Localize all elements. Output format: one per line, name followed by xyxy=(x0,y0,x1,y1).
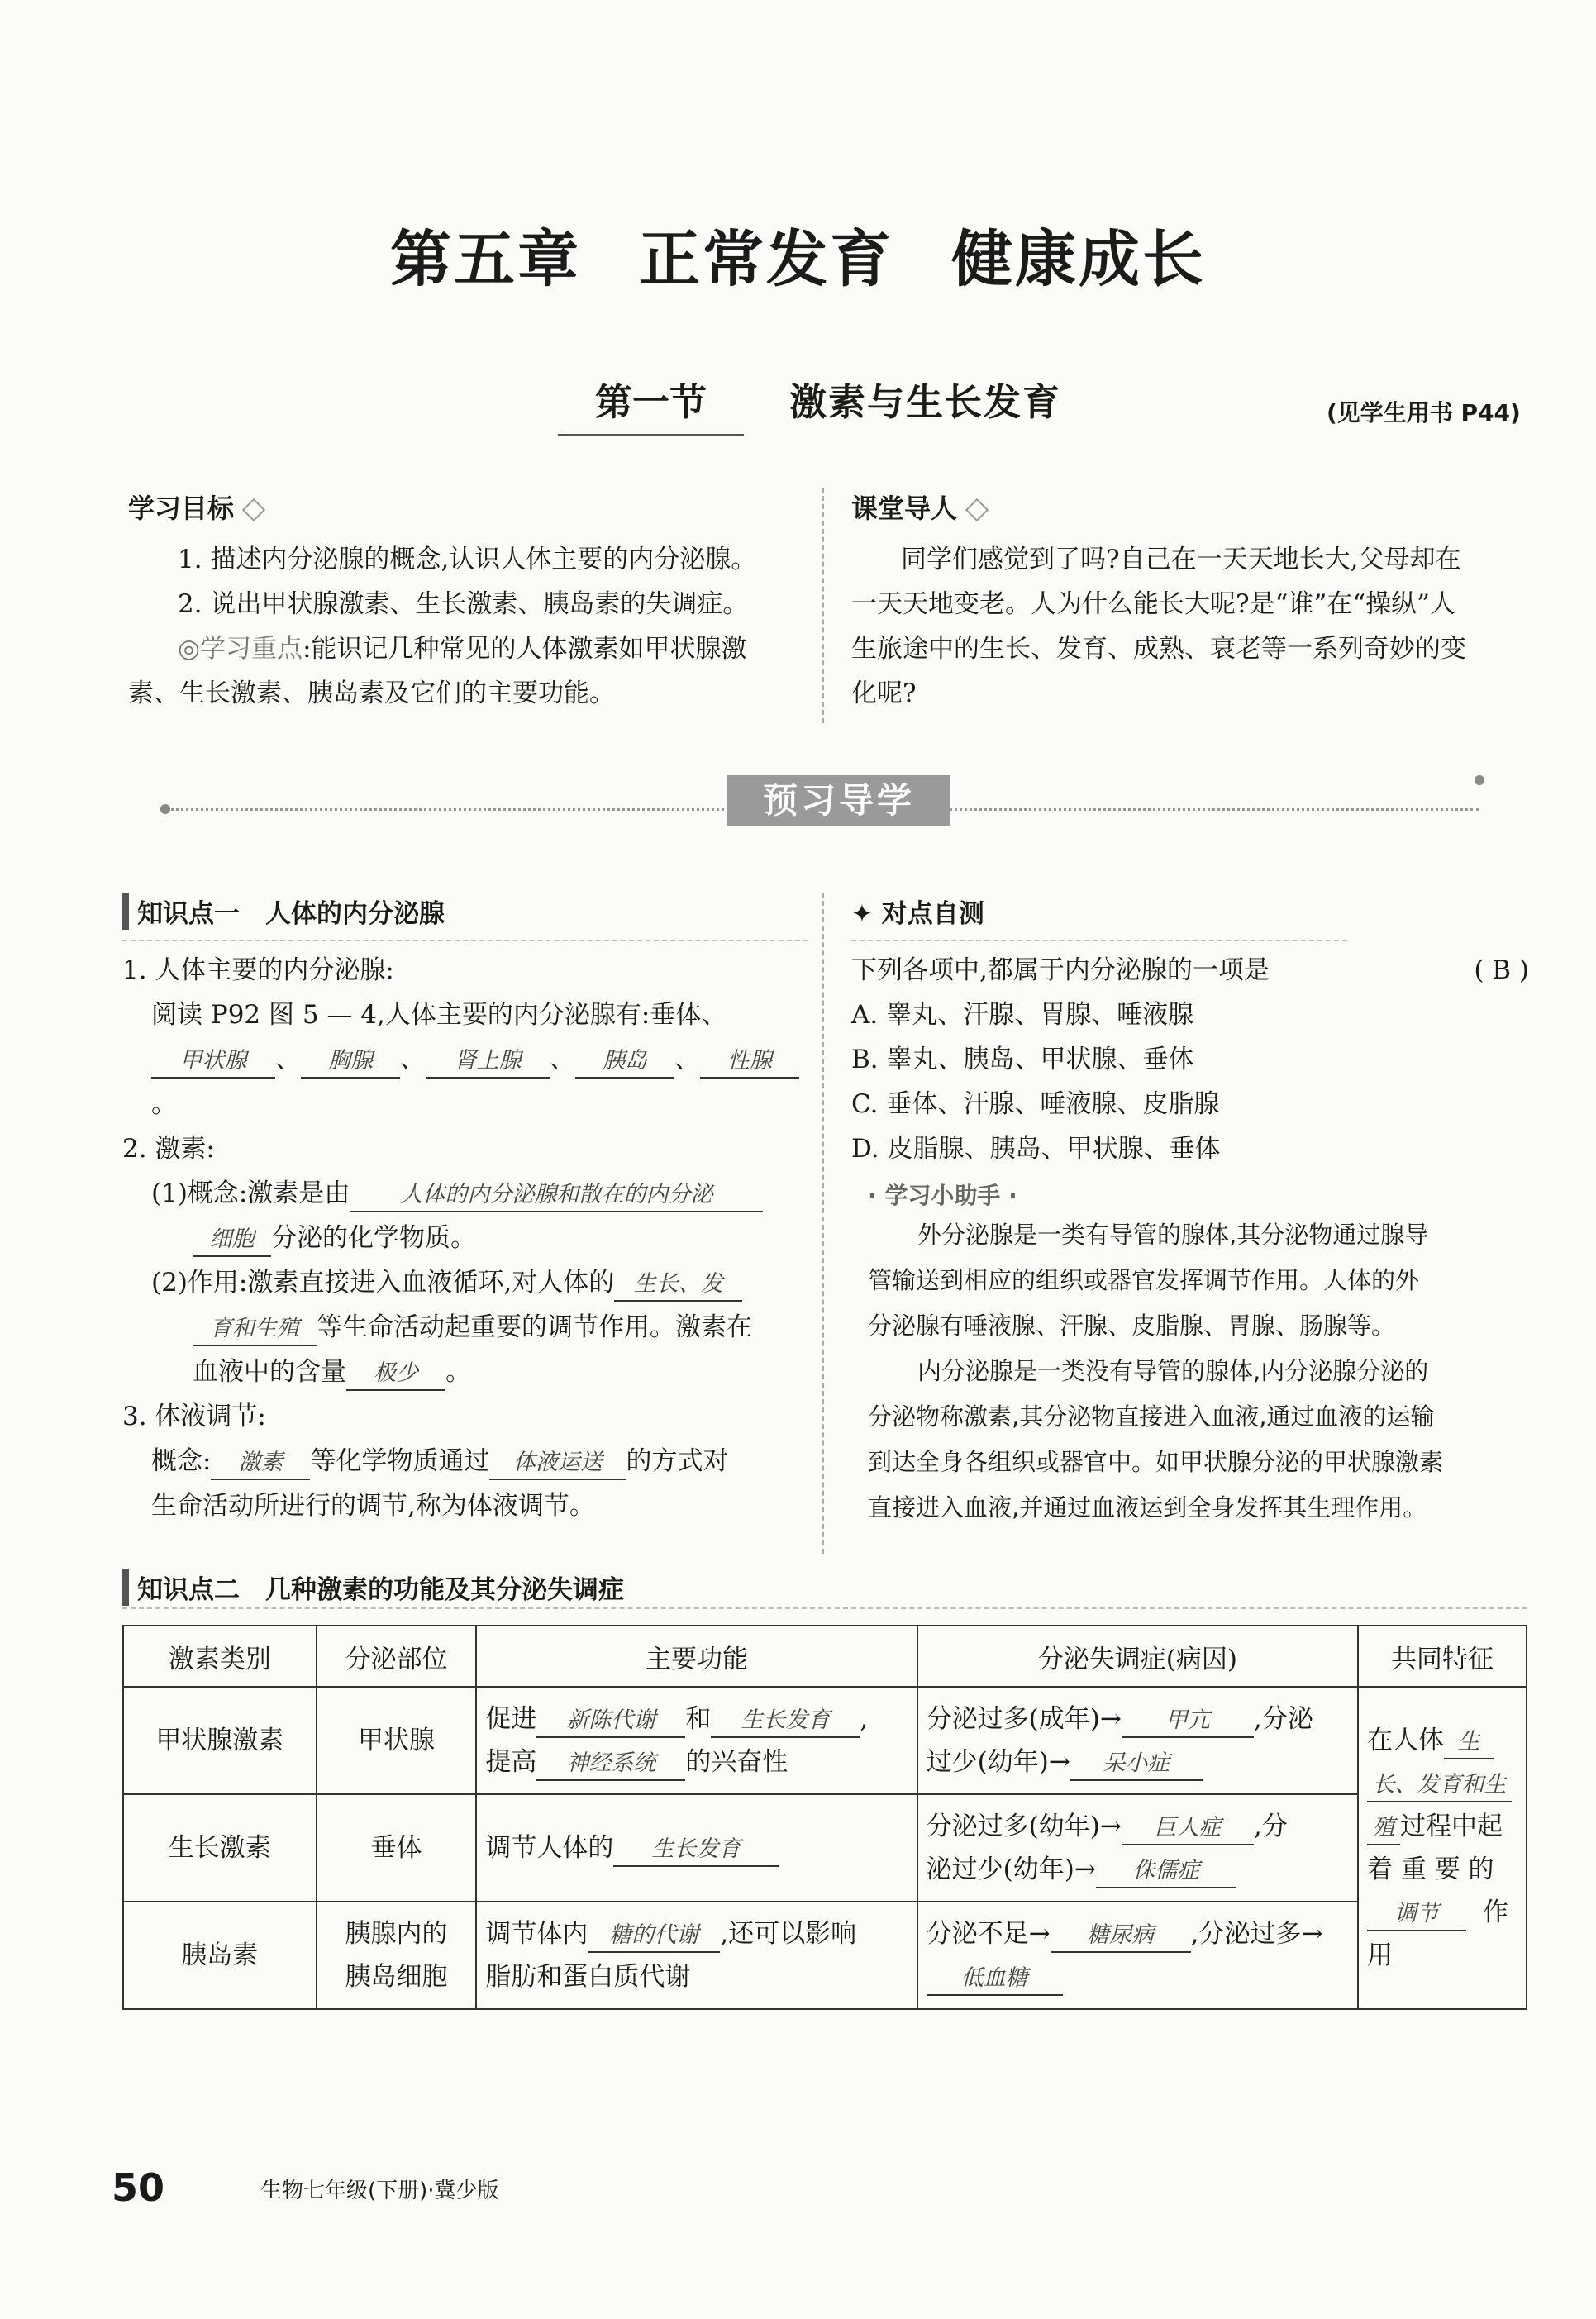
book-title: 生物七年级(下册)·冀少版 xyxy=(260,2179,499,2203)
chapter-title-part: 健康成长 xyxy=(951,224,1206,295)
disorder: 分泌不足→ 糖尿病 ,分泌过多→ 低血糖 xyxy=(917,1902,1358,2009)
answer-blank[interactable]: 性腺 xyxy=(700,1045,799,1079)
answer-blank[interactable]: 体液运送 xyxy=(489,1447,626,1480)
answer-blank[interactable]: 殖 xyxy=(1367,1812,1400,1845)
kp1-block xyxy=(122,893,808,1528)
kp1-fluid: 概念: 激素 等化学物质通过 体液运送 的方式对 xyxy=(122,1439,808,1483)
hormone-type: 生长激素 xyxy=(123,1794,317,1902)
answer-blank[interactable]: 长、发育和生 xyxy=(1367,1769,1512,1802)
intro-line: 生旅途中的生长、发育、成熟、衰老等一系列奇妙的变 xyxy=(851,634,1466,664)
kp2-heading: 知识点二 几种激素的功能及其分泌失调症 xyxy=(122,1569,624,1606)
kp1-role: (2)作用:激素直接进入血液循环,对人体的 生长、发 xyxy=(122,1260,808,1305)
answer-blank[interactable]: 肾上腺 xyxy=(426,1045,550,1079)
banner-dot xyxy=(1475,775,1484,785)
divider xyxy=(122,940,808,941)
main-function: 促进 新陈代谢 和 生长发育 , 提高 神经系统 的兴奋性 xyxy=(476,1687,917,1794)
column-header: 激素类别 xyxy=(123,1626,317,1687)
main-function: 调节人体的 生长发育 xyxy=(476,1794,917,1902)
intro-block xyxy=(851,488,1529,716)
answer-blank[interactable]: 低血糖 xyxy=(927,1963,1063,1996)
answer-blank[interactable]: 呆小症 xyxy=(1070,1748,1203,1781)
column-divider xyxy=(822,893,824,1554)
kp1-q2: 2. 激素: xyxy=(122,1134,215,1164)
secretion-site: 甲状腺 xyxy=(317,1687,477,1794)
answer-blank[interactable]: 生长、发 xyxy=(614,1269,742,1302)
answer-blank[interactable]: 育和生殖 xyxy=(193,1313,317,1346)
kp1-role-cont: 血液中的含量 极少 。 xyxy=(122,1350,808,1394)
kp1-q1: 1. 人体主要的内分泌腺: xyxy=(122,955,394,985)
answer-blank[interactable]: 巨人症 xyxy=(1122,1812,1254,1845)
answer-blank[interactable]: 甲亢 xyxy=(1122,1705,1254,1738)
answer-blank[interactable]: 甲状腺 xyxy=(151,1045,275,1079)
answer-blank[interactable]: 胰岛 xyxy=(575,1045,674,1079)
kp1-concept-cont: 细胞 分泌的化学物质。 xyxy=(122,1216,808,1260)
table-row xyxy=(123,1794,1527,1902)
page-number: 50 xyxy=(112,2165,165,2210)
section-title xyxy=(558,372,1103,431)
objective-item: 1. 描述内分泌腺的概念,认识人体主要的内分泌腺。 xyxy=(178,545,757,574)
intro-line: 化呢? xyxy=(851,679,917,708)
banner-dot xyxy=(160,804,170,814)
selftest-heading: ✦ 对点自测 xyxy=(851,899,984,929)
page-reference: (见学生用书 P44) xyxy=(1327,399,1521,426)
main-function: 调节体内 糖的代谢 ,还可以影响 脂肪和蛋白质代谢 xyxy=(476,1902,917,2009)
preview-banner xyxy=(165,775,1479,821)
chapter-title xyxy=(0,211,1596,298)
selftest-question: 下列各项中,都属于内分泌腺的一项是 ( B ) xyxy=(851,948,1529,993)
disorder: 分泌过多(成年)→ 甲亢 ,分泌 过少(幼年)→ 呆小症 xyxy=(917,1687,1358,1794)
selftest-answer: ( B ) xyxy=(1474,955,1529,985)
hormone-type: 甲状腺激素 xyxy=(123,1687,317,1794)
common-feature: 在人体 生 长、发育和生 殖 过程中起 着 重 要 的 调节 作 用 xyxy=(1358,1687,1527,2009)
table-row xyxy=(123,1687,1527,1794)
kp1-q3: 3. 体液调节: xyxy=(122,1402,266,1431)
answer-blank[interactable]: 侏儒症 xyxy=(1096,1855,1236,1888)
objective-item: 2. 说出甲状腺激素、生长激素、胰岛素的失调症。 xyxy=(178,589,749,619)
divider xyxy=(122,1607,1527,1609)
objectives-heading: 学习目标 xyxy=(128,488,814,526)
helper-line: 直接进入血液,并通过血液运到全身发挥其生理作用。 xyxy=(868,1493,1427,1521)
kp1-role-cont: 育和生殖 等生命活动起重要的调节作用。激素在 xyxy=(122,1305,808,1350)
helper-line: 到达全身各组织或器官中。如甲状腺分泌的甲状腺激素 xyxy=(868,1448,1444,1476)
option: C. 垂体、汗腺、唾液腺、皮脂腺 xyxy=(851,1089,1220,1119)
diamond-icon xyxy=(242,498,265,521)
column-header: 主要功能 xyxy=(476,1626,917,1687)
answer-blank[interactable]: 新陈代谢 xyxy=(536,1705,685,1738)
intro-heading: 课堂导人 xyxy=(851,488,1529,526)
section-name: 激素与生长发育 xyxy=(789,380,1062,424)
hormone-type: 胰岛素 xyxy=(123,1902,317,2009)
answer-blank[interactable]: 激素 xyxy=(211,1447,310,1480)
answer-blank[interactable]: 人体的内分泌腺和散在的内分泌 xyxy=(350,1179,763,1212)
column-divider xyxy=(822,488,824,723)
kp1-concept: (1)概念:激素是由 人体的内分泌腺和散在的内分泌 xyxy=(122,1171,808,1216)
kp1-glands: 甲状腺 、 胸腺 、 肾上腺 、 胰岛 、 性腺。 xyxy=(122,1037,808,1126)
table-header-row xyxy=(123,1626,1527,1687)
chapter-title-part: 正常发育 xyxy=(639,224,893,295)
banner-label: 预习导学 xyxy=(727,775,950,826)
intro-line: 一天天地变老。人为什么能长大呢?是“谁”在“操纵”人 xyxy=(851,589,1456,619)
answer-blank[interactable]: 生长发育 xyxy=(711,1705,860,1738)
kp1-q1-text: 阅读 P92 图 5 — 4,人体主要的内分泌腺有:垂体、 xyxy=(151,1000,727,1030)
disorder: 分泌过多(幼年)→ 巨人症 ,分 泌过少(幼年)→ 侏儒症 xyxy=(917,1794,1358,1902)
key-points: ◎学习重点:能识记几种常见的人体激素如甲状腺激 xyxy=(178,634,747,664)
answer-blank[interactable]: 生长发育 xyxy=(613,1834,779,1867)
table-row xyxy=(123,1902,1527,2009)
hormone-table xyxy=(122,1625,1527,2010)
answer-blank[interactable]: 细胞 xyxy=(193,1224,271,1257)
option: A. 睾丸、汗腺、胃腺、唾液腺 xyxy=(851,1000,1194,1030)
helper-line: 内分泌腺是一类没有导管的腺体,内分泌腺分泌的 xyxy=(917,1357,1429,1385)
answer-blank[interactable]: 糖的代谢 xyxy=(588,1920,720,1953)
answer-blank[interactable]: 极少 xyxy=(346,1358,445,1391)
secretion-site: 胰腺内的 胰岛细胞 xyxy=(317,1902,477,2009)
column-header: 分泌部位 xyxy=(317,1626,477,1687)
answer-blank[interactable]: 胸腺 xyxy=(301,1045,400,1079)
common-text: 着 重 要 的 xyxy=(1366,1855,1494,1884)
kp1-heading: 知识点一 人体的内分泌腺 xyxy=(122,893,808,930)
answer-blank[interactable]: 调节 xyxy=(1367,1898,1466,1931)
common-text: 用 xyxy=(1366,1940,1393,1970)
key-points-cont: 素、生长激素、胰岛素及它们的主要功能。 xyxy=(128,679,615,708)
answer-blank[interactable]: 神经系统 xyxy=(536,1748,685,1781)
chapter-number: 第五章 xyxy=(390,224,581,295)
intro-line: 同学们感觉到了吗?自己在一天天地长大,父母却在 xyxy=(901,545,1461,574)
helper-title: · 学习小助手 · xyxy=(868,1182,1017,1209)
column-header: 共同特征 xyxy=(1358,1626,1527,1687)
helper-line: 外分泌腺是一类有导管的腺体,其分泌物通过腺导 xyxy=(917,1221,1429,1249)
answer-blank[interactable]: 糖尿病 xyxy=(1051,1920,1191,1953)
helper-line: 分泌物称激素,其分泌物直接进入血液,通过血液的运输 xyxy=(868,1402,1435,1431)
column-header: 分泌失调症(病因) xyxy=(917,1626,1358,1687)
section-number: 第一节 xyxy=(558,372,744,436)
selftest-block xyxy=(851,893,1529,1531)
secretion-site: 垂体 xyxy=(317,1794,477,1902)
option: D. 皮脂腺、胰岛、甲状腺、垂体 xyxy=(851,1134,1221,1164)
diamond-icon xyxy=(965,498,989,521)
divider xyxy=(851,940,1347,941)
objectives-block xyxy=(128,488,814,716)
helper-line: 分泌腺有唾液腺、汗腺、皮脂腺、胃腺、肠腺等。 xyxy=(868,1312,1396,1340)
kp1-fluid-cont: 生命活动所进行的调节,称为体液调节。 xyxy=(151,1491,595,1521)
option: B. 睾丸、胰岛、甲状腺、垂体 xyxy=(851,1045,1194,1074)
helper-line: 管输送到相应的组织或器官发挥调节作用。人体的外 xyxy=(868,1266,1420,1294)
answer-blank[interactable]: 生 xyxy=(1444,1726,1494,1759)
